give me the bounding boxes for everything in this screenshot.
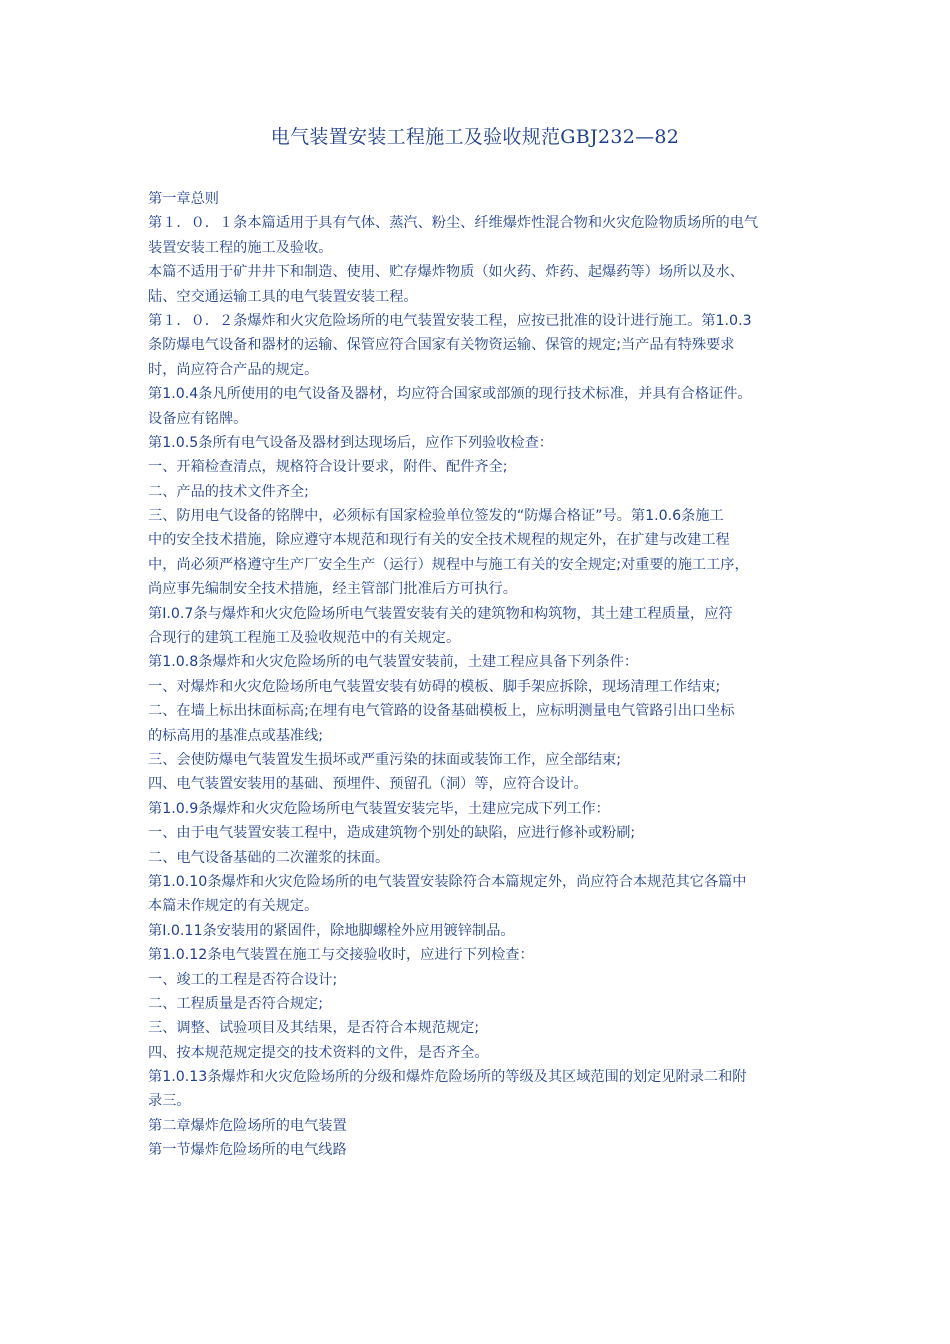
text-line: 第1.0.8条爆炸和火灾危险场所的电气装置安装前，土建工程应具备下列条件： (148, 654, 639, 671)
text-line: 第1.0.4条凡所使用的电气设备及器材，均应符合国家或部颁的现行技术标准，并具有合格证件。 (148, 386, 752, 403)
text-line: 合现行的建筑工程施工及验收规范中的有关规定。 (148, 630, 461, 647)
text-line: 第1.0.5条所有电气设备及器材到达现场后，应作下列验收检查： (148, 434, 553, 451)
text-line: 三、防用电气设备的铭牌中，必须标有国家检验单位签发的“防爆合格证”号。第1.0.6条施工 (148, 508, 724, 525)
text-line: 三、会使防爆电气装置发生损坏或严重污染的抹面或装饰工作，应全部结束; (148, 751, 621, 768)
text-line: 第1.0.12条电气装置在施工与交接验收时，应进行下列检查： (148, 947, 534, 964)
document-body (148, 187, 838, 1163)
text-line: 第I.0.11条安装用的紧固件，除地脚螺栓外应用镀锌制品。 (148, 922, 515, 939)
document-title: 电气装置安装工程施工及验收规范GBJ232—82 (270, 126, 680, 148)
text-line: 二、电气设备基础的二次灌浆的抹面。 (148, 849, 390, 866)
text-line: 中的安全技术措施，除应遵守本规范和现行有关的安全技术规程的规定外，在扩建与改建工程 (148, 532, 730, 549)
text-line: 设备应有铭牌。 (148, 410, 248, 427)
text-line: 一、由于电气装置安装工程中，造成建筑物个别处的缺陷，应进行修补或粉刷; (148, 825, 636, 842)
text-line: 第一节爆炸危险场所的电气线路 (148, 1142, 347, 1159)
text-line: 尚应事先编制安全技术措施，经主管部门批准后方可执行。 (148, 581, 517, 598)
text-line: 第1.0.10条爆炸和火灾危险场所的电气装置安装除符合本篇规定外，尚应符合本规范其它各篇中 (148, 873, 747, 890)
text-line: 时，尚应符合产品的规定。 (148, 361, 319, 378)
text-line: 的标高用的基准点或基准线; (148, 727, 324, 744)
text-line: 四、电气装置安装用的基础、预埋件、预留孔（洞）等，应符合设计。 (148, 776, 588, 793)
text-line: 一、竣工的工程是否符合设计; (148, 971, 338, 988)
text-line: 三、调整、试验项目及其结果，是否符合本规范规定; (148, 1020, 480, 1037)
text-line: 第１．０．１条本篇适用于具有气体、蒸汽、粉尘、纤维爆炸性混合物和火灾危险物质场所的电气 (148, 215, 759, 232)
text-line: 二、产品的技术文件齐全; (148, 483, 309, 500)
text-line: 装置安装工程的施工及验收。 (148, 239, 333, 256)
text-line: 第1.0.13条爆炸和火灾危险场所的分级和爆炸危险场所的等级及其区域范围的划定见附录二和附 (148, 1069, 747, 1086)
text-line: 第二章爆炸危险场所的电气装置 (148, 1117, 347, 1134)
text-line: 本篇未作规定的有关规定。 (148, 898, 319, 915)
text-line: 条防爆电气设备和器材的运输、保管应符合国家有关物资运输、保管的规定;当产品有特殊要求 (148, 337, 735, 354)
text-line: 第１．０．２条爆炸和火灾危险场所的电气装置安装工程，应按已批准的设计进行施工。第1.0.3 (148, 312, 752, 329)
text-line: 第1.0.9条爆炸和火灾危险场所电气装置安装完毕，土建应完成下列工作： (148, 800, 610, 817)
text-line: 二、工程质量是否符合规定; (148, 995, 324, 1012)
text-line: 中，尚必须严格遵守生产厂安全生产（运行）规程中与施工有关的安全规定;对重要的施工工序， (148, 556, 749, 573)
text-line: 一、对爆炸和火灾危险场所电气装置安装有妨碍的模板、脚手架应拆除，现场清理工作结束; (148, 678, 721, 695)
text-line: 一、开箱检查清点，规格符合设计要求，附件、配件齐全; (148, 459, 508, 476)
text-line: 陆、空交通运输工具的电气装置安装工程。 (148, 288, 418, 305)
text-line: 四、按本规范规定提交的技术资料的文件，是否齐全。 (148, 1044, 489, 1061)
text-line: 二、在墙上标出抹面标高;在埋有电气管路的设备基础模板上，应标明测量电气管路引出口坐标 (148, 703, 735, 720)
text-line: 第一章总则 (148, 191, 219, 207)
text-line: 第I.0.7条与爆炸和火灾危险场所电气装置安装有关的建筑物和构筑物，其土建工程质量，应符 (148, 605, 733, 622)
text-line: 本篇不适用于矿井井下和制造、使用、贮存爆炸物质（如火药、炸药、起爆药等）场所以及水、 (148, 264, 744, 281)
text-line: 录三。 (148, 1093, 191, 1110)
